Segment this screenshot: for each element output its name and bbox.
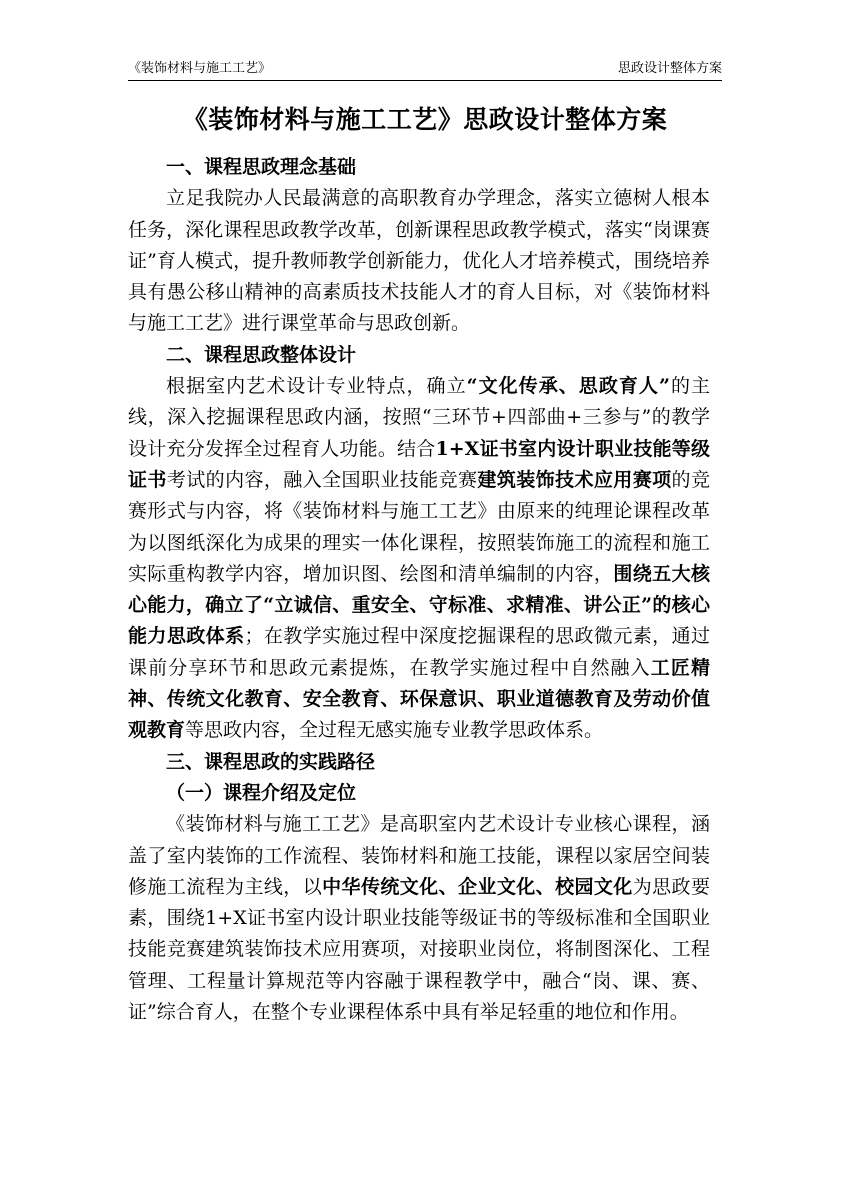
bold-run: “文化传承、思政育人”	[466, 375, 670, 398]
text-run: 《装饰材料与施工工艺》是高职室内艺术设计专业核心课程，涵盖了室内装饰的工作流程、装饰材料和施工技能，课程以家居空间装修施工流程为主线，以	[128, 813, 710, 898]
header-left-text: 《装饰材料与施工工艺》	[128, 61, 272, 76]
section-2-heading: 二、课程思政整体设计	[166, 343, 357, 366]
text-run: 的主线，深入挖掘课程思政内涵，按照“三环节+四部曲+三参与”的教学设计充分发挥全过程育人功能。结合	[128, 375, 710, 460]
section-2-paragraph	[128, 371, 710, 747]
bold-run: 围绕五大核心能力，确立了“立诚信、重安全、守标准、求精准、讲公正”的核心能力思政体系	[128, 562, 710, 648]
text-run: 考试的内容，融入全国职业技能竞赛	[166, 468, 478, 491]
text-run: 等思政内容，全过程无感实施专业教学思政体系。	[185, 719, 604, 742]
text-run: 为思政要素，围绕1+X证书室内设计职业技能等级证书的等级标准和全国职业技能竞赛建筑装饰技术应用赛项，对接职业岗位，将制图深化、工程管理、工程量计算规范等内容融于课程教学中，融合“岗、课、赛、证”综合育人，在整个专业课程体系中具有举足轻重的地位和作用。	[128, 875, 710, 1024]
text-run: ；在教学实施过程中深度挖掘课程的思政微元素，通过课前分享环节和思政元素提炼，在教学实施过程中自然融入	[128, 625, 710, 679]
text-run: 的竞赛形式与内容，将《装饰材料与施工工艺》由原来的纯理论课程改革为以图纸深化为成果的理实一体化课程，按照装饰施工的流程和施工实际重构教学内容，增加识图、绘图和清单编制的内容，	[128, 468, 710, 585]
bold-run: 中华传统文化、企业文化、校园文化	[322, 875, 633, 898]
section-1-paragraph: 立足我院办人民最满意的高职教育办学理念，落实立德树人根本任务，深化课程思政教学改革，创新课程思政教学模式，落实“岗课赛证”育人模式，提升教师教学创新能力，优化人才培养模式，围绕培养具有愚公移山精神的高素质技术技能人才的育人目标，对《装饰材料与施工工艺》进行课堂革命与思政创新。	[128, 187, 710, 335]
document-title: 《装饰材料与施工工艺》思政设计整体方案	[182, 105, 668, 134]
header-right-text: 思政设计整体方案	[617, 61, 722, 76]
bold-run: 1+X证书室内设计职业技能等级证书	[128, 437, 710, 491]
section-3-heading: 三、课程思政的实践路径	[166, 750, 376, 773]
text-run: 根据室内艺术设计专业特点，确立	[166, 375, 467, 398]
section-3-subheading: （一）课程介绍及定位	[166, 781, 357, 804]
section-3-paragraph	[128, 809, 710, 1028]
bold-run: 工匠精神、传统文化教育、安全教育、环保意识、职业道德教育及劳动价值观教育	[128, 656, 710, 742]
document-body	[128, 152, 710, 1028]
section-1-heading: 一、课程思政理念基础	[166, 156, 357, 178]
page-header	[128, 61, 722, 81]
bold-run: 建筑装饰技术应用赛项	[477, 468, 672, 491]
